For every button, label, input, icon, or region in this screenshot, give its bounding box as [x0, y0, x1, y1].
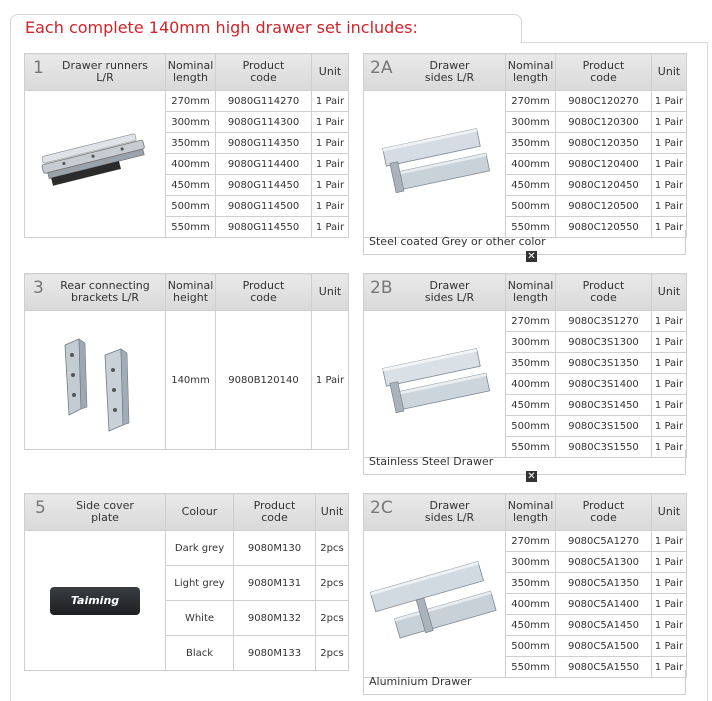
unit-cell: 2pcs [316, 636, 349, 671]
length-cell: 500mm [506, 636, 556, 657]
section-number: 1 [33, 58, 44, 78]
unit-cell: 1 Pair [652, 91, 687, 112]
code-cell: 9080M130 [234, 531, 316, 566]
unit-cell: 1 Pair [652, 552, 687, 573]
length-cell: 350mm [166, 133, 216, 154]
unit-cell: 1 Pair [652, 353, 687, 374]
column-header: Product code [556, 54, 652, 91]
unit-cell: 1 Pair [312, 91, 349, 112]
taiming-logo: Taiming [50, 587, 140, 615]
code-cell: 9080C120550 [556, 217, 652, 238]
colour-cell: White [166, 601, 234, 636]
section-header-cell [364, 274, 506, 311]
code-cell: 9080G114300 [216, 112, 312, 133]
table-row [364, 91, 687, 112]
code-cell: 9080C120270 [556, 91, 652, 112]
table-header [25, 274, 349, 311]
column-header: Side cover plate [76, 499, 134, 524]
length-cell: 400mm [166, 154, 216, 175]
code-cell: 9080C5A1350 [556, 573, 652, 594]
length-cell: 300mm [166, 112, 216, 133]
code-cell: 9080C120450 [556, 175, 652, 196]
drawer-sides-image [364, 311, 506, 458]
column-header: Product code [216, 54, 312, 91]
column-header: Unit [652, 274, 687, 311]
colour-cell: Black [166, 636, 234, 671]
table-row [364, 311, 687, 332]
table-row [25, 311, 349, 450]
length-cell: 550mm [506, 437, 556, 458]
length-cell: 550mm [506, 657, 556, 678]
close-icon[interactable]: ✕ [527, 471, 536, 482]
table-header [364, 274, 687, 311]
table-header [25, 494, 349, 531]
drawer-runners-table [24, 53, 349, 238]
code-cell: 9080G114350 [216, 133, 312, 154]
length-cell: 350mm [506, 573, 556, 594]
length-cell: 350mm [506, 133, 556, 154]
frame-right-border [707, 42, 708, 701]
unit-cell: 1 Pair [652, 531, 687, 552]
unit-cell: 1 Pair [312, 133, 349, 154]
side-cover-plate-table [24, 493, 349, 671]
column-header: Product code [556, 494, 652, 531]
column-header: Product code [216, 274, 312, 311]
unit-cell: 1 Pair [652, 154, 687, 175]
section-header-cell [25, 54, 166, 91]
section-header-cell [364, 494, 506, 531]
code-cell: 9080M131 [234, 566, 316, 601]
code-cell: 9080C5A1400 [556, 594, 652, 615]
length-cell: 270mm [166, 91, 216, 112]
length-cell: 300mm [506, 552, 556, 573]
column-header: Drawer sides L/R [424, 499, 475, 524]
length-cell: 550mm [166, 217, 216, 238]
column-header: Drawer runners L/R [62, 59, 148, 84]
drawer-sides-image [364, 531, 506, 678]
unit-cell: 1 Pair [652, 196, 687, 217]
code-cell: 9080C3S1300 [556, 332, 652, 353]
unit-cell: 1 Pair [652, 636, 687, 657]
unit-cell: 1 Pair [652, 133, 687, 154]
colour-cell: Light grey [166, 566, 234, 601]
table-row [25, 531, 349, 566]
code-cell: 9080B120140 [216, 311, 312, 450]
length-cell: 550mm [506, 217, 556, 238]
column-header: Unit [652, 54, 687, 91]
drawer-sides-2b-table [363, 273, 687, 458]
unit-cell: 1 Pair [652, 217, 687, 238]
code-cell: 9080C5A1450 [556, 615, 652, 636]
unit-cell: 1 Pair [652, 175, 687, 196]
code-cell: 9080M133 [234, 636, 316, 671]
code-cell: 9080M132 [234, 601, 316, 636]
code-cell: 9080C5A1300 [556, 552, 652, 573]
drawer-sides-image [364, 91, 506, 238]
length-cell: 500mm [166, 196, 216, 217]
column-header: Nominal length [166, 54, 216, 91]
code-cell: 9080C3S1400 [556, 374, 652, 395]
section-number: 2C [370, 498, 393, 518]
column-header: Nominal length [506, 54, 556, 91]
section-number: 2A [370, 58, 393, 78]
column-header: Unit [316, 494, 349, 531]
side-cover-plate-image [25, 531, 166, 671]
code-cell: 9080C3S1500 [556, 416, 652, 437]
close-icon[interactable]: ✕ [527, 251, 536, 262]
length-cell: 270mm [506, 91, 556, 112]
unit-cell: 1 Pair [652, 594, 687, 615]
unit-cell: 2pcs [316, 531, 349, 566]
column-header: Product code [234, 494, 316, 531]
drawer-sides-2a-table [363, 53, 687, 238]
unit-cell: 1 Pair [652, 112, 687, 133]
column-header: Rear connecting brackets L/R [60, 279, 150, 304]
column-header: Nominal length [506, 494, 556, 531]
code-cell: 9080C3S1350 [556, 353, 652, 374]
section-number: 5 [35, 498, 46, 518]
unit-cell: 1 Pair [312, 196, 349, 217]
caption-2a: Steel coated Grey or other color [363, 230, 686, 255]
colour-cell: Dark grey [166, 531, 234, 566]
column-header: Unit [652, 494, 687, 531]
code-cell: 9080C5A1500 [556, 636, 652, 657]
frame-left-border [10, 42, 11, 701]
code-cell: 9080G114500 [216, 196, 312, 217]
frame-top-border [520, 42, 708, 43]
unit-cell: 2pcs [316, 601, 349, 636]
code-cell: 9080G114550 [216, 217, 312, 238]
length-cell: 300mm [506, 112, 556, 133]
column-header: Colour [166, 494, 234, 531]
unit-cell: 1 Pair [652, 437, 687, 458]
column-header: Unit [312, 54, 349, 91]
drawer-sides-2c-table [363, 493, 687, 678]
code-cell: 9080C5A1550 [556, 657, 652, 678]
section-number: 3 [33, 278, 44, 298]
unit-cell: 1 Pair [652, 573, 687, 594]
length-cell: 450mm [166, 175, 216, 196]
unit-cell: 2pcs [316, 566, 349, 601]
column-header: Product code [556, 274, 652, 311]
unit-cell: 1 Pair [312, 154, 349, 175]
code-cell: 9080C120500 [556, 196, 652, 217]
length-cell: 400mm [506, 594, 556, 615]
code-cell: 9080G114400 [216, 154, 312, 175]
code-cell: 9080C120300 [556, 112, 652, 133]
rear-brackets-table [24, 273, 349, 450]
caption-2b: Stainless Steel Drawer [363, 450, 686, 475]
unit-cell: 1 Pair [652, 657, 687, 678]
section-number: 2B [370, 278, 393, 298]
unit-cell: 1 Pair [312, 311, 349, 450]
column-header: Drawer sides L/R [424, 59, 475, 84]
unit-cell: 1 Pair [652, 416, 687, 437]
length-cell: 500mm [506, 196, 556, 217]
column-header: Nominal height [166, 274, 216, 311]
table-header [25, 54, 349, 91]
code-cell: 9080C120400 [556, 154, 652, 175]
section-header-cell [25, 494, 166, 531]
code-cell: 9080C3S1550 [556, 437, 652, 458]
section-header-cell [25, 274, 166, 311]
length-cell: 450mm [506, 175, 556, 196]
drawer-runners-image [25, 91, 166, 238]
length-cell: 450mm [506, 395, 556, 416]
length-cell: 400mm [506, 154, 556, 175]
code-cell: 9080C3S1270 [556, 311, 652, 332]
unit-cell: 1 Pair [652, 332, 687, 353]
unit-cell: 1 Pair [652, 615, 687, 636]
column-header: Drawer sides L/R [424, 279, 475, 304]
unit-cell: 1 Pair [312, 217, 349, 238]
code-cell: 9080G114450 [216, 175, 312, 196]
column-header: Unit [312, 274, 349, 311]
table-header [364, 54, 687, 91]
length-cell: 300mm [506, 332, 556, 353]
height-cell: 140mm [166, 311, 216, 450]
caption-2c: Aluminium Drawer [363, 670, 686, 695]
length-cell: 350mm [506, 353, 556, 374]
column-header: Nominal length [506, 274, 556, 311]
unit-cell: 1 Pair [312, 112, 349, 133]
code-cell: 9080C120350 [556, 133, 652, 154]
code-cell: 9080C5A1270 [556, 531, 652, 552]
unit-cell: 1 Pair [652, 395, 687, 416]
length-cell: 500mm [506, 416, 556, 437]
table-row [25, 91, 349, 112]
table-row [364, 531, 687, 552]
unit-cell: 1 Pair [312, 175, 349, 196]
length-cell: 270mm [506, 531, 556, 552]
length-cell: 270mm [506, 311, 556, 332]
length-cell: 450mm [506, 615, 556, 636]
code-cell: 9080G114270 [216, 91, 312, 112]
rear-brackets-image [25, 311, 166, 450]
section-header-cell [364, 54, 506, 91]
unit-cell: 1 Pair [652, 311, 687, 332]
length-cell: 400mm [506, 374, 556, 395]
code-cell: 9080C3S1450 [556, 395, 652, 416]
unit-cell: 1 Pair [652, 374, 687, 395]
page-heading: Each complete 140mm high drawer set includes: [25, 18, 418, 37]
table-header [364, 494, 687, 531]
